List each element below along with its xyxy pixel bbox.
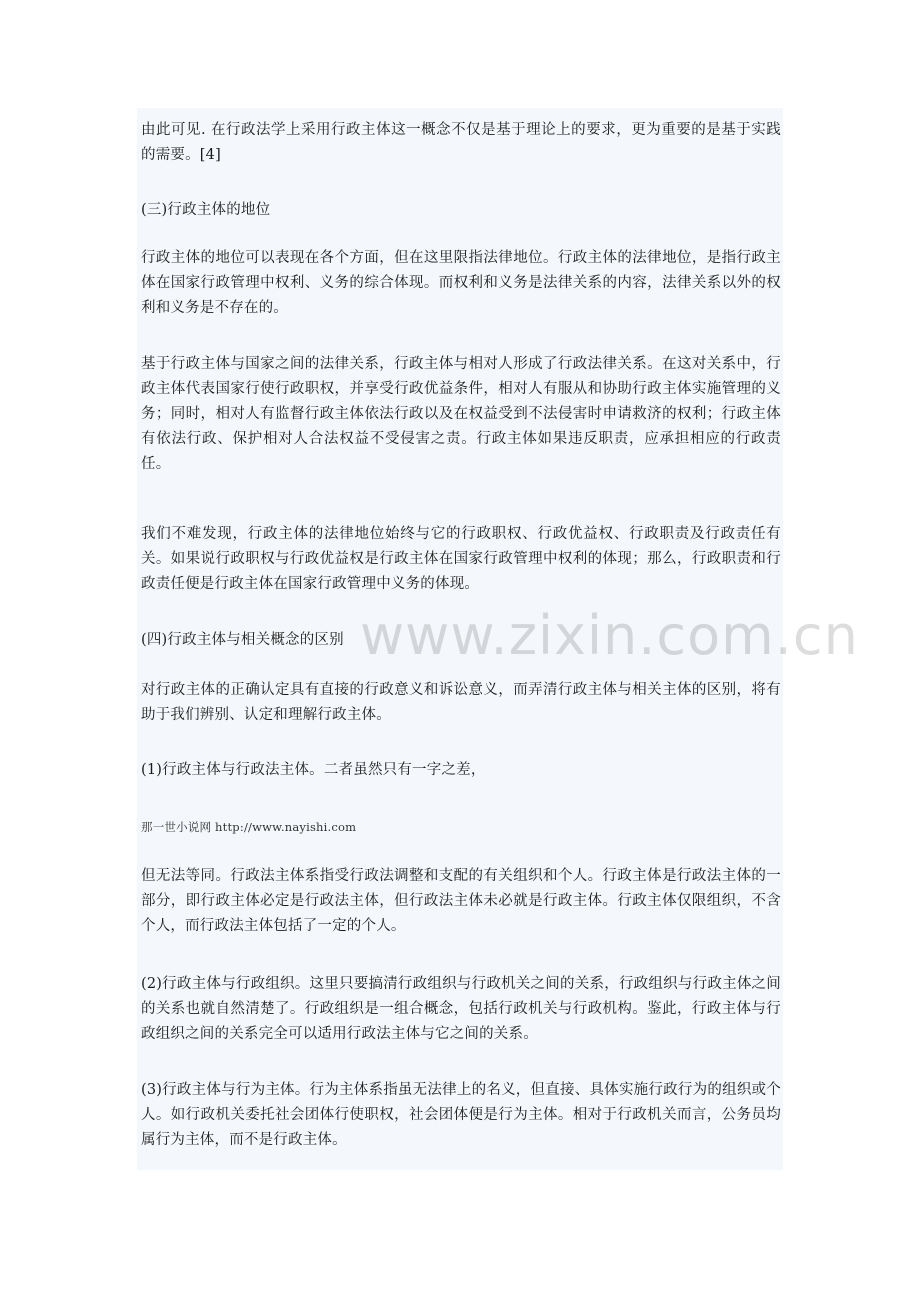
section-heading-distinction: (四)行政主体与相关概念的区别 [141,632,344,648]
paragraph-point-2: (2)行政主体与行政组织。这里只要搞清行政组织与行政机关之间的关系，行政组织与行政主体之间的关系也就自然清楚了。行政组织是一组合概念，包括行政机关与行政机构。鉴此，行政主体与行政组织之间的关系完全可以适用行政法主体与它之间的关系。 [141,976,781,1042]
document-body [137,108,783,1170]
paragraph-legal-relationship: 基于行政主体与国家之间的法律关系，行政主体与相对人形成了行政法律关系。在这对关系中，行政主体代表国家行使行政职权，并享受行政优益条件，相对人有服从和协助行政主体实施管理的义务；同时，相对人有监督行政主体依法行政以及在权益受到不法侵害时申请救济的权利；行政主体有依法行政、保护相对人合法权益不受侵害之责。行政主体如果违反职责，应承担相应的行政责任。 [141,356,781,472]
paragraph-conclusion: 由此可见. 在行政法学上采用行政主体这一概念不仅是基于理论上的要求，更为重要的是基于实践的需要。[4] [141,122,781,163]
paragraph-point-3: (3)行政主体与行为主体。行为主体系指虽无法律上的名义，但直接、具体实施行政行为的组织或个人。如行政机关委托社会团体行使职权，社会团体便是行为主体。相对于行政机关而言，公务员均属行为主体，而不是行政主体。 [141,1082,781,1148]
section-heading-status: (三)行政主体的地位 [141,202,271,218]
paragraph-point-1-start: (1)行政主体与行政法主体。二者虽然只有一字之差， [141,762,486,778]
paragraph-point-1-continued: 但无法等同。行政法主体系指受行政法调整和支配的有关组织和个人。行政主体是行政法主体的一部分，即行政主体必定是行政法主体，但行政法主体未必就是行政主体。行政主体仅限组织，不含个人，而行政法主体包括了一定的个人。 [141,868,781,934]
source-credit-line: 那一世小说网 http://www.nayishi.com [141,820,357,834]
paragraph-rights-duties: 我们不难发现，行政主体的法律地位始终与它的行政职权、行政优益权、行政职责及行政责任有关。如果说行政职权与行政优益权是行政主体在国家行政管理中权利的体现；那么，行政职责和行政责任便是行政主体在国家行政管理中义务的体现。 [141,526,781,592]
paragraph-legal-status: 行政主体的地位可以表现在各个方面，但在这里限指法律地位。行政主体的法律地位，是指行政主体在国家行政管理中权利、义务的综合体现。而权利和义务是法律关系的内容，法律关系以外的权利和义务是不存在的。 [141,250,781,316]
paragraph-distinction-intro: 对行政主体的正确认定具有直接的行政意义和诉讼意义，而弄清行政主体与相关主体的区别，将有助于我们辨别、认定和理解行政主体。 [141,682,781,723]
